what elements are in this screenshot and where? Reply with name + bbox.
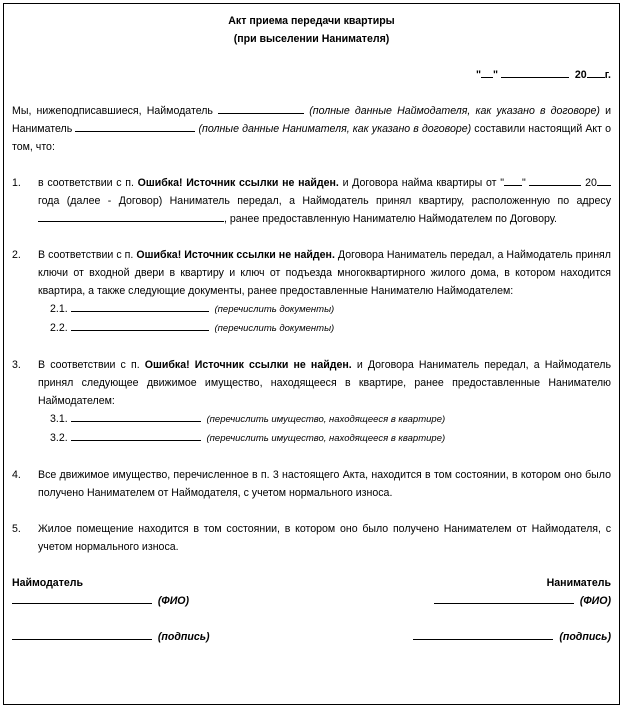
item-5: 5. Жилое помещение находится в том состоянии, в котором оно было получено Нанимателем от Наймодателя, с учетом нормального износа. (12, 523, 611, 553)
tenant-sign: (подпись) (413, 628, 611, 646)
document-blank[interactable] (71, 319, 209, 331)
signature-roles (12, 574, 611, 592)
intro-paragraph: Мы, нижеподписавшиеся, Наймодатель (полные данные Наймодателя, как указано в договоре) и Наниматель (полные данные Нанимателя, как указано в договоре) составили настоящий Акт о том, что: (12, 102, 611, 156)
year-blank[interactable] (587, 66, 605, 78)
title-line-1: Акт приема передачи квартиры (228, 15, 395, 27)
document-title (12, 12, 611, 48)
day-blank[interactable] (481, 66, 493, 78)
property-blank[interactable] (71, 429, 201, 441)
tenant-fio: (ФИО) (434, 592, 611, 610)
landlord-fio: (ФИО) (12, 592, 189, 610)
document-page (3, 3, 620, 705)
item-2: 2. В соответствии с п. Ошибка! Источник ссылки не найден. Договора Наниматель передал, а Наймодатель принял ключи от входной двери в квартиру и ключ от подъезда многоквартирного жилого дома, в котором находится квартира, а также следующие документы, ранее предоставленные Нанимателю Наймодателем: (12, 249, 611, 297)
tenant-role: Наниматель (546, 577, 611, 589)
tenant-fio-blank[interactable] (434, 592, 574, 604)
subitem-2-2: 2.2. (перечислить документы) (12, 319, 611, 338)
month-blank[interactable] (529, 174, 581, 186)
tenant-blank[interactable] (75, 120, 195, 132)
month-blank[interactable] (501, 66, 569, 78)
subitem-2-1: 2.1. (перечислить документы) (12, 300, 611, 319)
property-blank[interactable] (71, 410, 201, 422)
date-line: " " 20 г. (12, 66, 611, 84)
landlord-sign: (подпись) (12, 628, 210, 646)
landlord-sign-blank[interactable] (12, 628, 152, 640)
landlord-role: Наймодатель (12, 577, 84, 589)
ref-error: Ошибка! Источник ссылки не найден. (137, 177, 339, 189)
ref-error: Ошибка! Источник ссылки не найден. (144, 359, 352, 371)
subitem-3-1: 3.1. (перечислить имущество, находящееся в квартире) (12, 410, 611, 429)
item-1: 1. в соответствии с п. Ошибка! Источник ссылки не найден. и Договора найма квартиры от " " 20года (далее - Договор) Наниматель передал, а Наймодатель принял квартиру, расположенную по адресу , ранее предоставленную Нанимателю Наймодателем по Договору. (12, 174, 611, 228)
item-4: 4. Все движимое имущество, перечисленное в п. 3 настоящего Акта, находится в том состоянии, в котором оно было получено Нанимателем от Наймодателя, с учетом нормального износа. (12, 469, 611, 499)
landlord-blank[interactable] (218, 102, 304, 114)
signature-fio-row (12, 592, 611, 610)
year-blank[interactable] (597, 174, 611, 186)
document-blank[interactable] (71, 300, 209, 312)
day-blank[interactable] (504, 174, 522, 186)
landlord-fio-blank[interactable] (12, 592, 152, 604)
subitem-3-2: 3.2. (перечислить имущество, находящееся в квартире) (12, 429, 611, 448)
item-3: 3. В соответствии с п. Ошибка! Источник ссылки не найден. и Договора Наниматель передал, а Наймодатель принял следующее движимое имущество, находящееся в квартире, ранее предоставленные Нанимателю Наймодателем: (12, 359, 611, 407)
title-line-2: (при выселении Нанимателя) (233, 33, 390, 45)
signature-sign-row (12, 628, 611, 646)
tenant-sign-blank[interactable] (413, 628, 553, 640)
ref-error: Ошибка! Источник ссылки не найден. (136, 249, 335, 261)
address-blank[interactable] (38, 210, 224, 222)
